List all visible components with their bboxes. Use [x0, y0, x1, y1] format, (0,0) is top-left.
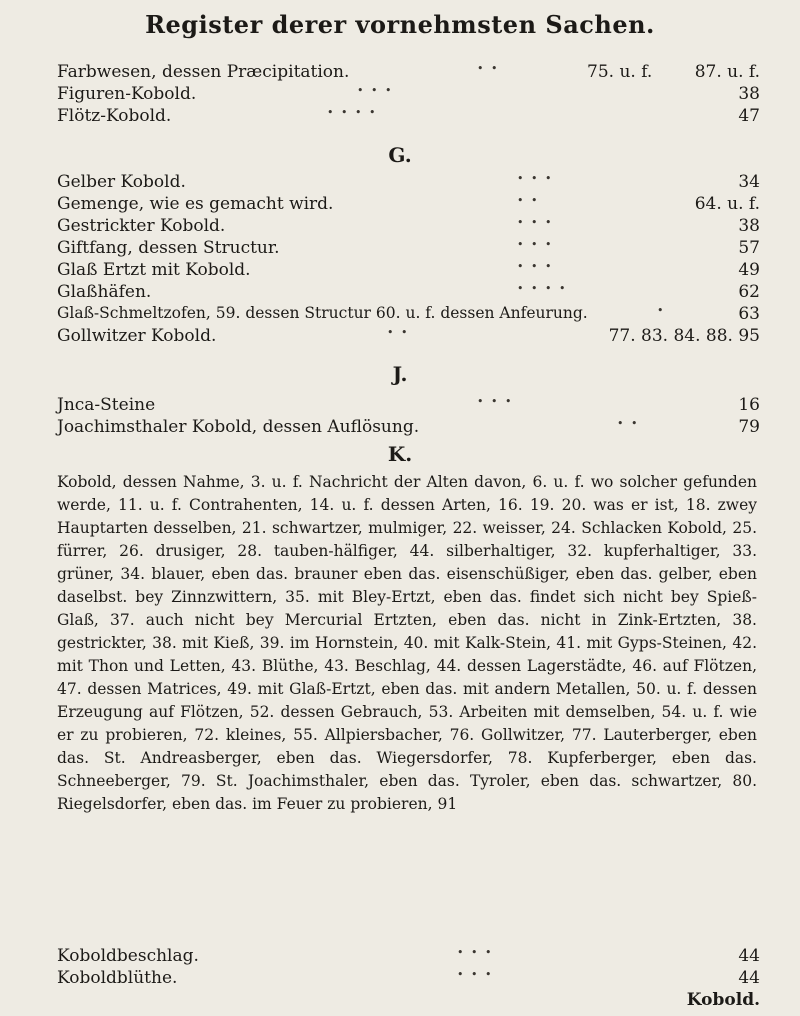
index-entry	[57, 260, 760, 282]
leader-dots: • •	[387, 326, 410, 339]
catchword: Kobold.	[686, 990, 760, 1010]
entry-pages: 38	[738, 84, 760, 104]
section-letter-j: J.	[392, 362, 408, 386]
index-entry	[57, 968, 760, 990]
index-entry	[57, 304, 760, 326]
index-entry	[57, 282, 760, 304]
entry-text: Flötz-Kobold.	[57, 106, 172, 126]
index-entry	[57, 417, 760, 439]
leader-dots: • • •	[517, 238, 554, 251]
section-letter-k: K.	[387, 442, 413, 466]
entry-pages: 62	[738, 282, 760, 302]
entry-text: Glaß-Schmeltzofen, 59. dessen Structur 60. u. f. dessen Anfeurung.	[57, 304, 588, 322]
entry-text: Figuren-Kobold.	[57, 84, 197, 104]
index-entry	[57, 62, 760, 84]
leader-dots: • • •	[457, 968, 494, 981]
entry-pages: 44	[738, 946, 760, 966]
entry-text: Koboldblüthe.	[57, 968, 178, 988]
entry-pages: 47	[738, 106, 760, 126]
entry-text: Jnca-Steine	[57, 395, 156, 415]
entry-pages: 34	[738, 172, 760, 192]
entry-text: Giftfang, dessen Structur.	[57, 238, 280, 258]
entry-pages: 44	[738, 968, 760, 988]
index-entry	[57, 238, 760, 260]
leader-dots: • • • •	[327, 106, 378, 119]
entry-text: Farbwesen, dessen Præcipitation.	[57, 62, 350, 82]
entry-pages: 87. u. f.	[694, 62, 760, 82]
entry-pages: 79	[738, 417, 760, 437]
entry-pages: 49	[738, 260, 760, 280]
leader-dots: • • •	[517, 260, 554, 273]
entry-text: Gelber Kobold.	[57, 172, 186, 192]
leader-dots: • • •	[357, 84, 394, 97]
index-entry	[57, 194, 760, 216]
entry-pages: 63	[738, 304, 760, 324]
index-entry	[57, 216, 760, 238]
leader-dots: • • •	[477, 395, 514, 408]
entry-pages: 57	[738, 238, 760, 258]
index-entry	[57, 106, 760, 128]
entry-pages: 16	[738, 395, 760, 415]
leader-dots: • •	[617, 417, 640, 430]
entry-pages-secondary: 75. u. f.	[587, 62, 653, 82]
index-entry	[57, 326, 760, 348]
kobold-entry-paragraph: Kobold, dessen Nahme, 3. u. f. Nachricht der Alten davon, 6. u. f. wo solcher gefunden werde, 11. u. f. Contrahenten, 14. u. f. dessen Arten, 16. 19. 20. was er ist, 18. zwey Hauptarten desselben, 21. schwartzer, mulmiger, 22. weisser, 24. Schlacken Kobold, 25. fürrer, 26. drusiger, 28. tauben-hälfiger, 44. silberhaltiger, 32. kupferhaltiger, 33. grüner, 34. blauer, eben das. brauner eben das. eisenschüßiger, eben das. gelber, eben daselbst. bey Zinnzwittern, 35. mit Bley-Ertzt, eben das. findet sich nicht bey Spieß-Glaß, 37. auch nicht bey Mercurial Ertzten, eben das. nicht in Zink-Ertzten, 38. gestrickter, 38. mit Kieß, 39. im Hornstein, 40. mit Kalk-Stein, 41. mit Gyps-Steinen, 42. mit Thon und Letten, 43. Blüthe, 43. Beschlag, 44. dessen Lagerstädte, 46. auf Flötzen, 47. dessen Matrices, 49. mit Glaß-Ertzt, eben das. mit andern Metallen, 50. u. f. dessen Erzeugung auf Flötzen, 52. dessen Gebrauch, 53. Arbeiten mit demselben, 54. u. f. wie er zu probieren, 72. kleines, 55. Allpiersbacher, 76. Gollwitzer, 77. Lauterberger, eben das. St. Andreasberger, eben das. Wiegersdorfer, 78. Kupferberger, eben das. Schneeberger, 79. St. Joachimsthaler, eben das. Tyroler, eben das. schwartzer, 80. Riegelsdorfer, eben das. im Feuer zu probieren, 91	[57, 473, 757, 813]
leader-dots: • •	[477, 62, 500, 75]
entry-text: Gollwitzer Kobold.	[57, 326, 217, 346]
entry-text: Joachimsthaler Kobold, dessen Auflösung.	[57, 417, 420, 437]
leader-dots: • • • •	[517, 282, 568, 295]
entry-text: Glaßhäfen.	[57, 282, 152, 302]
index-entry	[57, 172, 760, 194]
page-heading: Register derer vornehmsten Sachen.	[145, 10, 655, 39]
entry-text: Koboldbeschlag.	[57, 946, 199, 966]
leader-dots: • •	[517, 194, 540, 207]
index-entry	[57, 395, 760, 417]
entry-text: Glaß Ertzt mit Kobold.	[57, 260, 251, 280]
index-entry	[57, 946, 760, 968]
entry-text: Gemenge, wie es gemacht wird.	[57, 194, 334, 214]
leader-dots: • • •	[517, 216, 554, 229]
entry-pages: 77. 83. 84. 88. 95	[608, 326, 760, 346]
section-letter-g: G.	[388, 143, 412, 167]
index-entry	[57, 84, 760, 106]
leader-dots: •	[657, 304, 666, 317]
leader-dots: • • •	[457, 946, 494, 959]
entry-pages: 38	[738, 216, 760, 236]
entry-text: Gestrickter Kobold.	[57, 216, 226, 236]
leader-dots: • • •	[517, 172, 554, 185]
entry-pages: 64. u. f.	[694, 194, 760, 214]
